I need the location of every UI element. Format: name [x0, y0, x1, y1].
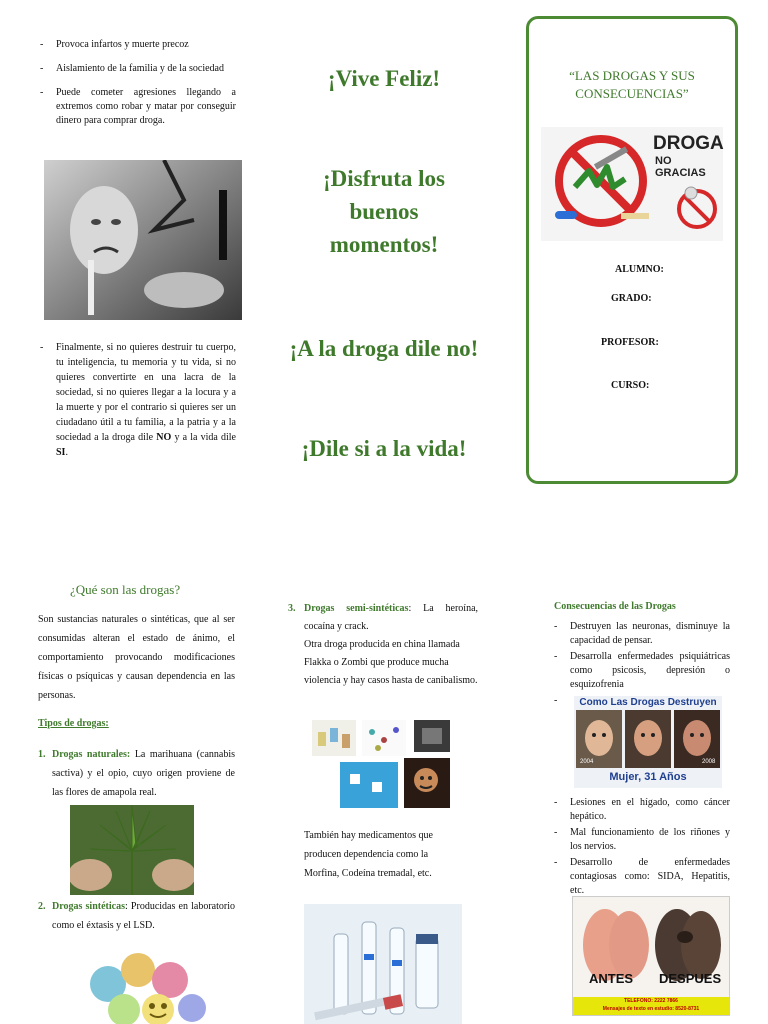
- logo-text-no-gracias: NO GRACIAS: [655, 155, 706, 179]
- list-item: - Puede cometer agresiones llegando a extremos como robar y matar por conseguir dinero para comprar droga.: [40, 86, 236, 128]
- drugs-collage: [312, 720, 452, 808]
- faces-title: Como Las Drogas Destruyen: [579, 697, 717, 708]
- list-item: - Mal funcionamiento de los riñones y los nervios.: [554, 826, 730, 854]
- faces-caption: Mujer, 31 Años: [609, 771, 687, 783]
- cover-title: “LAS DROGAS Y SUS CONSECUENCIAS”: [569, 68, 695, 101]
- slogan-vive-feliz: ¡Vive Feliz!: [327, 66, 441, 91]
- list-item: - Desarrolla enfermedades psiquiátricas como psicosis, depresión o esquizofrenia: [554, 650, 730, 692]
- advice-si: SI: [56, 447, 66, 458]
- ecstasy-pills-photo: [84, 944, 208, 1024]
- effects-list: [40, 38, 236, 128]
- before-after-faces-photo: [574, 696, 722, 788]
- type1-number: 1.: [38, 749, 46, 760]
- advice-middle: y a la vida dile: [171, 432, 236, 443]
- final-advice: - Finalmente, si no quieres destruir tu cuerpo, tu inteligencia, tu memoria y tu vida, si no quieres convertirte en una lacra de la sociedad, si no quieres llegar a la locura y a la muerte y por el contrario si quieres ser un ciudadano útil a tu familia, a la patria y a la sociedad a la droga dile NO y a la vida dile SI.: [40, 342, 236, 458]
- no-drugs-logo: [541, 127, 723, 241]
- ampoules-syringe-photo: [304, 904, 462, 1024]
- type2-number: 2.: [38, 901, 46, 912]
- lungs-before-after-photo: [572, 896, 730, 1016]
- slogan-dile-no: ¡A la droga dile no!: [289, 336, 479, 361]
- faces-year-before: 2004: [580, 759, 594, 765]
- slogan-dile-si: ¡Dile si a la vida!: [301, 436, 467, 461]
- medicines-text: También hay medicamentos que producen dependencia como la Morfina, Codeína tremadal, etc.: [304, 830, 433, 879]
- list-item: - Provoca infartos y muerte precoz: [40, 38, 236, 52]
- field-grado: GRADO:: [611, 293, 652, 304]
- type3-title: Drogas semi-sintéticas: [304, 603, 409, 614]
- panel-effects: [40, 38, 236, 138]
- lungs-after-label: DESPUES: [659, 971, 722, 986]
- advice-suffix: .: [65, 447, 68, 458]
- lungs-sms: Mensajes de texto en estudio: 8520-8731: [602, 1006, 700, 1012]
- logo-text-droga: DROGA: [653, 133, 724, 154]
- list-item: - Aislamiento de la familia y de la sociedad: [40, 62, 236, 76]
- consequences-list-b: [554, 796, 730, 900]
- list-item: - Destruyen las neuronas, disminuye la capacidad de pensar.: [554, 620, 730, 648]
- field-alumno: ALUMNO:: [615, 264, 664, 275]
- type1-text: La marihuana (cannabis sactiva) y el opio, cuyo origen proviene de las flores de amapola real.: [52, 749, 235, 798]
- types-heading: Tipos de drogas:: [38, 718, 109, 729]
- type1-title: Drogas naturales:: [52, 749, 131, 760]
- consequences-heading: Consecuencias de las Drogas: [554, 601, 676, 612]
- what-are-drugs-heading: ¿Qué son las drogas?: [70, 582, 181, 597]
- faces-year-after: 2008: [702, 759, 716, 765]
- field-profesor: PROFESOR:: [601, 337, 659, 348]
- type2-title: Drogas sintéticas: [52, 901, 125, 912]
- type3-text: : La heroína, cocaína y crack.: [304, 603, 479, 632]
- type-synthetic: [38, 897, 235, 935]
- type-natural: [38, 745, 235, 802]
- list-item: - Desarrollo de enfermedades contagiosas como: SIDA, Hepatitis, etc.: [554, 856, 730, 898]
- advice-text: Finalmente, si no quieres destruir tu cuerpo, tu inteligencia, tu memoria y tu vida, si no quieres convertirte en una lacra de la sociedad, si no quieres llegar a la locura y a la muerte y por el contrario si quieres ser un ciudadano útil a tu familia, a la patria y a la sociedad a la droga dile: [56, 342, 236, 443]
- list-item: - Lesiones en el hígado, como cáncer hepático.: [554, 796, 730, 824]
- distressed-woman-photo: [44, 160, 242, 320]
- advice-no: NO: [156, 432, 172, 443]
- marijuana-photo: [70, 805, 194, 895]
- drugs-definition: Son sustancias naturales o sintéticas, que al ser consumidas alteran el estado de ánimo, el comportamiento provocando modificaciones físicas o psíquicas y causan dependencia en las personas.: [38, 614, 235, 701]
- lungs-phone: TELEFONO: 2222 7866: [624, 998, 678, 1004]
- flakka-text: Otra droga producida en china llamada Flakka o Zombi que produce mucha violencia y hay casos hasta de canibalismo.: [304, 639, 478, 686]
- lungs-before-label: ANTES: [589, 971, 634, 986]
- type-semi-synthetic: [288, 600, 478, 690]
- type3-number: 3.: [288, 603, 296, 614]
- type2-text: : Producidas en laboratorio como el éxtasis y el LSD.: [52, 901, 236, 931]
- cover-panel: [526, 16, 738, 484]
- field-curso: CURSO:: [611, 380, 650, 391]
- slogan-disfruta: ¡Disfruta los buenos momentos!: [322, 166, 446, 257]
